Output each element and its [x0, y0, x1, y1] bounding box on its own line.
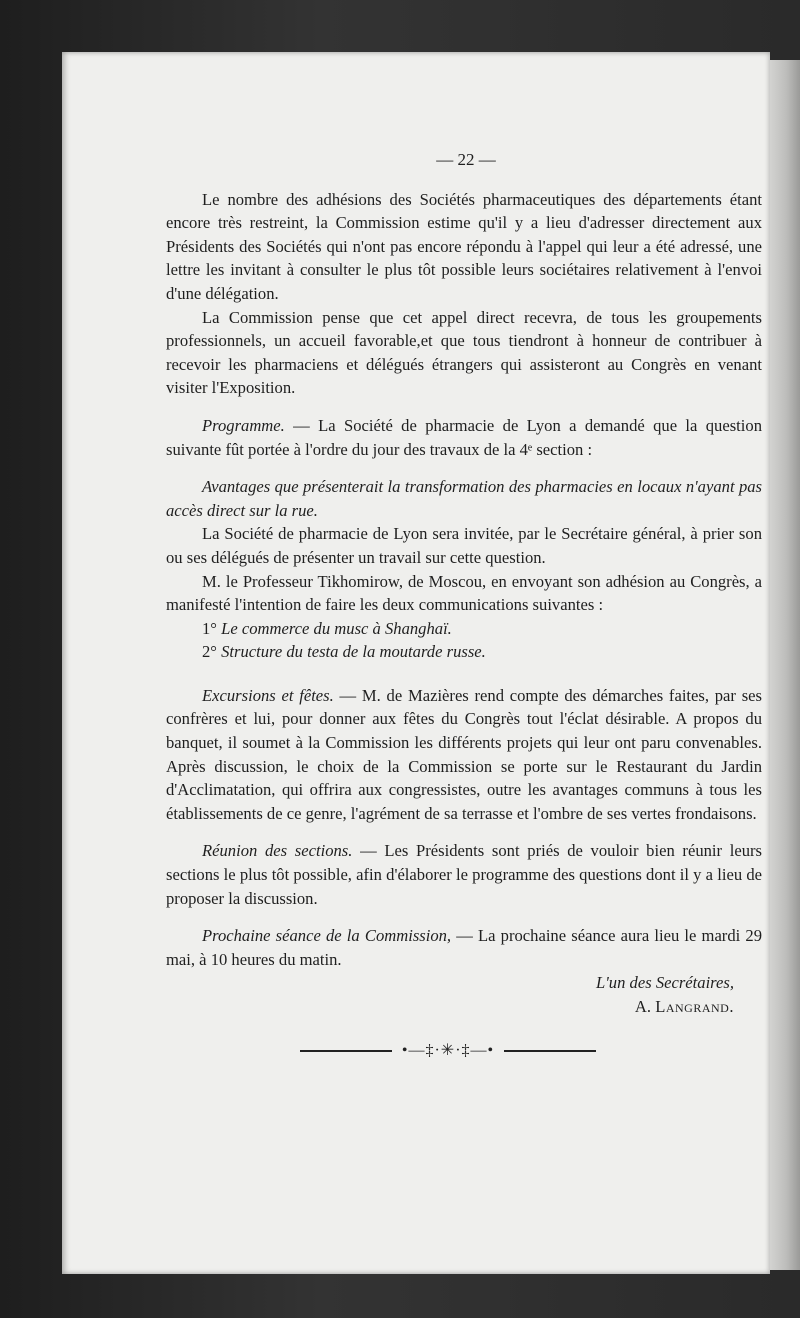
signature-name: Langrand.	[655, 997, 734, 1016]
reunion-text: — Les Présidents sont priés de vouloir bien réunir leurs sections le plus tôt possible, afin d'élaborer le programme des questions dont il y a lieu de proposer la discussion.	[166, 841, 762, 908]
next-page-edge	[766, 60, 800, 1270]
heading-excursions: Excursions et fêtes.	[202, 685, 334, 705]
signature-role: L'un des Secrétaires,	[596, 973, 734, 993]
paragraph-programme	[166, 414, 762, 461]
end-ornament	[166, 1041, 762, 1061]
page-text	[166, 148, 762, 1061]
paragraph-prochaine-seance	[166, 924, 762, 971]
item-title: Structure du testa de la moutarde russe.	[221, 642, 486, 662]
item-number: 2°	[202, 642, 217, 662]
ornament-rule-right	[504, 1050, 596, 1052]
heading-reunion: Réunion des sections.	[202, 841, 353, 861]
paragraph-reunion	[166, 839, 762, 910]
paragraph-appel-direct: La Commission pense que cet appel direct recevra, de tous les groupements professionnels, un accueil favorable,et que tous tiendront à honneur de contribuer à recevoir les pharmaciens et délégués étrangers qui assisteront au Congrès en venant visiter l'Exposition.	[166, 307, 762, 398]
paragraph-adhesions: Le nombre des adhésions des Sociétés pharmaceutiques des départements étant encore très restreint, la Commission estime qu'il y a lieu d'adresser directement aux Présidents des Sociétés qui n'ont pas encore répondu à l'appel qui leur a été adressé, une lettre les invitant à consulter le plus tôt possible leurs sociétaires relativement à l'envoi d'une délégation.	[166, 189, 762, 303]
programme-text: — La Société de pharmacie de Lyon a demandé que la question suivante fût portée à l'ordre du jour des travaux de la 4ᵉ section :	[166, 415, 762, 459]
communication-item-2	[166, 640, 762, 664]
ornament-rule-left	[300, 1050, 392, 1052]
paragraph-tikhomirow: M. le Professeur Tikhomirow, de Moscou, en envoyant son adhésion au Congrès, a manifesté l'intention de faire les deux communications suivantes :	[166, 571, 762, 615]
signature-initial: A.	[634, 997, 652, 1016]
communication-item-1	[166, 617, 762, 641]
item-title: Le commerce du musc à Shanghaï.	[221, 618, 452, 638]
signature-name-line	[166, 995, 762, 1019]
paragraph-excursions	[166, 684, 762, 826]
paragraph-lyon-invitation: La Société de pharmacie de Lyon sera invitée, par le Secrétaire général, à prier son ou ses délégués de présenter un travail sur cette question.	[166, 524, 762, 567]
prochaine-seance-text: — La prochaine séance aura lieu le mardi 29 mai, à 10 heures du matin.	[166, 926, 762, 969]
heading-prochaine-seance: Prochaine séance de la Commission,	[202, 926, 452, 946]
paragraph-question-title: Avantages que présenterait la transformation des pharmacies en locaux n'ayant pas accès direct sur la rue.	[166, 477, 762, 520]
item-number: 1°	[202, 618, 217, 638]
heading-programme: Programme.	[202, 415, 285, 435]
page-number: — 22 —	[436, 150, 496, 169]
excursions-text: — M. de Mazières rend compte des démarches faites, par ses confrères et lui, pour donner aux fêtes du Congrès tout l'éclat désirable. A propos du banquet, il soumet à la Commission les différents projets qui leur ont paru convenables. Après discussion, le choix de la Commission se porte sur le Restaurant du Jardin d'Acclimatation, qui offrira aux congressistes, outre les avantages communs à tous les établissements de ce genre, l'agrément de sa terrasse et l'ombre de ses vertes frondaisons.	[166, 685, 762, 823]
ornament-fleuron: •—‡·✳·‡—•	[401, 1041, 495, 1059]
